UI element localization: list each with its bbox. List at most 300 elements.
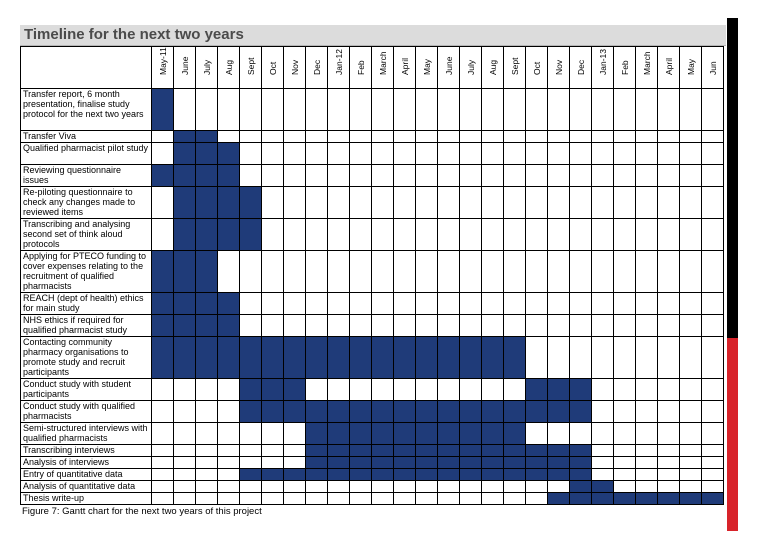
gantt-empty-cell	[525, 218, 547, 250]
gantt-empty-cell	[701, 422, 723, 444]
gantt-empty-cell	[503, 480, 525, 492]
gantt-empty-cell	[261, 88, 283, 130]
month-header	[283, 46, 305, 88]
gantt-empty-cell	[635, 378, 657, 400]
gantt-empty-cell	[503, 130, 525, 142]
task-label: Entry of quantitative data	[20, 468, 151, 480]
gantt-bar-cell	[459, 422, 481, 444]
gantt-empty-cell	[569, 130, 591, 142]
gantt-empty-cell	[415, 378, 437, 400]
gantt-empty-cell	[195, 480, 217, 492]
gantt-bar-cell	[393, 456, 415, 468]
gantt-empty-cell	[239, 88, 261, 130]
gantt-empty-cell	[481, 88, 503, 130]
gantt-empty-cell	[173, 480, 195, 492]
gantt-bar-cell	[173, 250, 195, 292]
gantt-empty-cell	[503, 492, 525, 504]
gantt-empty-cell	[701, 88, 723, 130]
gantt-bar-cell	[503, 336, 525, 378]
gantt-empty-cell	[613, 456, 635, 468]
gantt-bar-cell	[657, 492, 679, 504]
gantt-empty-cell	[173, 456, 195, 468]
gantt-bar-cell	[327, 456, 349, 468]
gantt-empty-cell	[701, 164, 723, 186]
gantt-empty-cell	[613, 480, 635, 492]
gantt-empty-cell	[371, 142, 393, 164]
gantt-empty-cell	[283, 88, 305, 130]
gantt-empty-cell	[679, 292, 701, 314]
task-label: Conduct study with student participants	[20, 378, 151, 400]
gantt-bar-cell	[151, 314, 173, 336]
gantt-empty-cell	[591, 444, 613, 456]
gantt-bar-cell	[349, 468, 371, 480]
gantt-empty-cell	[657, 130, 679, 142]
month-header	[239, 46, 261, 88]
gantt-bar-cell	[547, 468, 569, 480]
gantt-empty-cell	[613, 378, 635, 400]
gantt-empty-cell	[415, 186, 437, 218]
gantt-empty-cell	[195, 422, 217, 444]
gantt-bar-cell	[547, 492, 569, 504]
gantt-empty-cell	[261, 480, 283, 492]
gantt-bar-cell	[591, 492, 613, 504]
gantt-empty-cell	[503, 164, 525, 186]
gantt-empty-cell	[283, 250, 305, 292]
gantt-bar-cell	[481, 456, 503, 468]
gantt-empty-cell	[547, 186, 569, 218]
gantt-empty-cell	[679, 480, 701, 492]
gantt-empty-cell	[371, 314, 393, 336]
gantt-empty-cell	[371, 164, 393, 186]
month-header	[173, 46, 195, 88]
gantt-empty-cell	[459, 218, 481, 250]
gantt-empty-cell	[151, 492, 173, 504]
gantt-bar-cell	[613, 492, 635, 504]
gantt-bar-cell	[459, 468, 481, 480]
gantt-empty-cell	[657, 250, 679, 292]
gantt-empty-cell	[547, 292, 569, 314]
gantt-bar-cell	[569, 492, 591, 504]
gantt-empty-cell	[349, 186, 371, 218]
gantt-bar-cell	[217, 164, 239, 186]
gantt-empty-cell	[701, 378, 723, 400]
gantt-bar-cell	[151, 336, 173, 378]
month-header	[657, 46, 679, 88]
gantt-empty-cell	[239, 250, 261, 292]
gantt-empty-cell	[591, 218, 613, 250]
gantt-bar-cell	[525, 378, 547, 400]
gantt-empty-cell	[239, 456, 261, 468]
gantt-empty-cell	[415, 250, 437, 292]
gantt-empty-cell	[437, 186, 459, 218]
gantt-bar-cell	[547, 456, 569, 468]
month-header	[591, 46, 613, 88]
gantt-empty-cell	[239, 492, 261, 504]
gantt-empty-cell	[459, 480, 481, 492]
month-label: April	[399, 57, 410, 75]
gantt-bar-cell	[437, 422, 459, 444]
gantt-bar-cell	[327, 336, 349, 378]
gantt-empty-cell	[437, 88, 459, 130]
gantt-empty-cell	[679, 422, 701, 444]
gantt-bar-cell	[525, 456, 547, 468]
gantt-empty-cell	[701, 130, 723, 142]
gantt-bar-cell	[195, 292, 217, 314]
gantt-bar-cell	[415, 422, 437, 444]
gantt-bar-cell	[261, 468, 283, 480]
gantt-bar-cell	[349, 336, 371, 378]
gantt-empty-cell	[569, 186, 591, 218]
gantt-empty-cell	[635, 336, 657, 378]
gantt-bar-cell	[459, 456, 481, 468]
gantt-bar-cell	[349, 400, 371, 422]
month-label: April	[663, 57, 674, 75]
gantt-empty-cell	[239, 444, 261, 456]
gantt-empty-cell	[547, 422, 569, 444]
gantt-empty-cell	[525, 480, 547, 492]
month-header	[679, 46, 701, 88]
gantt-empty-cell	[657, 378, 679, 400]
gantt-bar-cell	[393, 468, 415, 480]
gantt-empty-cell	[679, 218, 701, 250]
gantt-empty-cell	[283, 218, 305, 250]
gantt-bar-cell	[393, 422, 415, 444]
task-label: Analysis of interviews	[20, 456, 151, 468]
page-edge-red	[727, 338, 738, 531]
gantt-empty-cell	[371, 378, 393, 400]
gantt-empty-cell	[591, 422, 613, 444]
gantt-empty-cell	[481, 250, 503, 292]
gantt-empty-cell	[173, 468, 195, 480]
gantt-empty-cell	[481, 130, 503, 142]
gantt-bar-cell	[459, 400, 481, 422]
month-header	[371, 46, 393, 88]
gantt-empty-cell	[525, 186, 547, 218]
gantt-bar-cell	[261, 336, 283, 378]
gantt-empty-cell	[283, 444, 305, 456]
gantt-bar-cell	[305, 456, 327, 468]
gantt-empty-cell	[305, 88, 327, 130]
gantt-empty-cell	[261, 292, 283, 314]
gantt-empty-cell	[701, 444, 723, 456]
gantt-empty-cell	[657, 468, 679, 480]
gantt-empty-cell	[151, 400, 173, 422]
gantt-empty-cell	[547, 250, 569, 292]
gantt-empty-cell	[635, 444, 657, 456]
gantt-empty-cell	[635, 142, 657, 164]
gantt-empty-cell	[349, 164, 371, 186]
month-header	[305, 46, 327, 88]
gantt-empty-cell	[679, 444, 701, 456]
gantt-empty-cell	[217, 468, 239, 480]
gantt-empty-cell	[657, 400, 679, 422]
gantt-empty-cell	[481, 492, 503, 504]
month-label: May-11	[157, 47, 168, 75]
gantt-empty-cell	[657, 292, 679, 314]
gantt-empty-cell	[437, 378, 459, 400]
gantt-bar-cell	[239, 468, 261, 480]
gantt-bar-cell	[415, 444, 437, 456]
gantt-bar-cell	[437, 456, 459, 468]
gantt-empty-cell	[217, 444, 239, 456]
gantt-bar-cell	[327, 444, 349, 456]
gantt-empty-cell	[327, 480, 349, 492]
month-header	[195, 46, 217, 88]
task-label: NHS ethics if required for qualified pharmacist study	[20, 314, 151, 336]
gantt-empty-cell	[613, 292, 635, 314]
gantt-empty-cell	[613, 186, 635, 218]
gantt-empty-cell	[481, 314, 503, 336]
gantt-empty-cell	[591, 130, 613, 142]
gantt-bar-cell	[371, 400, 393, 422]
gantt-empty-cell	[305, 492, 327, 504]
gantt-empty-cell	[437, 218, 459, 250]
gantt-empty-cell	[503, 292, 525, 314]
gantt-bar-cell	[217, 336, 239, 378]
gantt-empty-cell	[701, 142, 723, 164]
gantt-empty-cell	[679, 186, 701, 218]
gantt-empty-cell	[239, 130, 261, 142]
gantt-empty-cell	[283, 480, 305, 492]
gantt-bar-cell	[327, 468, 349, 480]
gantt-bar-cell	[327, 422, 349, 444]
gantt-empty-cell	[173, 400, 195, 422]
gantt-bar-cell	[239, 400, 261, 422]
gantt-empty-cell	[701, 400, 723, 422]
gantt-empty-cell	[283, 130, 305, 142]
gantt-empty-cell	[547, 480, 569, 492]
gantt-bar-cell	[437, 400, 459, 422]
gantt-empty-cell	[613, 164, 635, 186]
gantt-empty-cell	[217, 492, 239, 504]
gantt-empty-cell	[327, 292, 349, 314]
gantt-empty-cell	[547, 164, 569, 186]
gantt-empty-cell	[173, 422, 195, 444]
gantt-empty-cell	[437, 130, 459, 142]
gantt-empty-cell	[305, 480, 327, 492]
gantt-empty-cell	[151, 378, 173, 400]
gantt-empty-cell	[437, 314, 459, 336]
grid-bottom-border	[20, 504, 723, 505]
gantt-empty-cell	[173, 444, 195, 456]
gantt-bar-cell	[525, 400, 547, 422]
gantt-bar-cell	[217, 314, 239, 336]
gantt-empty-cell	[415, 218, 437, 250]
gantt-empty-cell	[217, 422, 239, 444]
gantt-empty-cell	[679, 130, 701, 142]
gantt-empty-cell	[613, 218, 635, 250]
gantt-empty-cell	[525, 142, 547, 164]
gantt-bar-cell	[371, 456, 393, 468]
gantt-bar-cell	[415, 400, 437, 422]
gantt-bar-cell	[305, 444, 327, 456]
gantt-empty-cell	[349, 130, 371, 142]
gantt-empty-cell	[547, 88, 569, 130]
gantt-empty-cell	[195, 88, 217, 130]
gantt-empty-cell	[591, 378, 613, 400]
gantt-empty-cell	[591, 250, 613, 292]
gantt-bar-cell	[503, 456, 525, 468]
gantt-empty-cell	[239, 314, 261, 336]
gantt-bar-cell	[525, 468, 547, 480]
gantt-empty-cell	[657, 456, 679, 468]
task-label: Reviewing questionnaire issues	[20, 164, 151, 186]
gantt-empty-cell	[459, 492, 481, 504]
gantt-bar-cell	[503, 444, 525, 456]
gantt-bar-cell	[701, 492, 723, 504]
gantt-empty-cell	[437, 492, 459, 504]
gantt-bar-cell	[635, 492, 657, 504]
gantt-empty-cell	[195, 492, 217, 504]
gantt-empty-cell	[283, 186, 305, 218]
gantt-empty-cell	[481, 218, 503, 250]
gantt-empty-cell	[327, 130, 349, 142]
gantt-empty-cell	[195, 400, 217, 422]
month-header	[547, 46, 569, 88]
month-label: May	[421, 58, 432, 75]
gantt-empty-cell	[327, 492, 349, 504]
gantt-empty-cell	[327, 164, 349, 186]
task-label: Analysis of quantitative data	[20, 480, 151, 492]
month-label: Jan-13	[597, 49, 608, 75]
gantt-bar-cell	[393, 444, 415, 456]
gantt-empty-cell	[569, 292, 591, 314]
gantt-bar-cell	[305, 400, 327, 422]
gantt-bar-cell	[239, 218, 261, 250]
gantt-empty-cell	[349, 250, 371, 292]
gantt-bar-cell	[503, 422, 525, 444]
task-label: Transfer Viva	[20, 130, 151, 142]
gantt-chart	[20, 46, 728, 516]
gantt-empty-cell	[481, 480, 503, 492]
gantt-empty-cell	[679, 336, 701, 378]
gantt-empty-cell	[151, 186, 173, 218]
gantt-empty-cell	[657, 164, 679, 186]
month-label: March	[377, 51, 388, 75]
gantt-bar-cell	[371, 468, 393, 480]
gantt-bar-cell	[481, 336, 503, 378]
gantt-empty-cell	[261, 142, 283, 164]
gantt-empty-cell	[151, 480, 173, 492]
gantt-empty-cell	[437, 480, 459, 492]
gantt-bar-cell	[525, 444, 547, 456]
gantt-empty-cell	[349, 142, 371, 164]
gantt-empty-cell	[173, 492, 195, 504]
gantt-empty-cell	[327, 142, 349, 164]
gantt-empty-cell	[239, 164, 261, 186]
gantt-empty-cell	[591, 456, 613, 468]
gantt-empty-cell	[305, 292, 327, 314]
gantt-bar-cell	[415, 336, 437, 378]
gantt-empty-cell	[305, 378, 327, 400]
gantt-bar-cell	[173, 164, 195, 186]
gantt-empty-cell	[525, 130, 547, 142]
gantt-bar-cell	[151, 164, 173, 186]
month-label: July	[465, 59, 476, 75]
gantt-bar-cell	[195, 186, 217, 218]
month-label: Sept	[245, 57, 256, 75]
task-label: Transcribing interviews	[20, 444, 151, 456]
month-label: June	[179, 56, 190, 75]
month-header	[217, 46, 239, 88]
gantt-bar-cell	[195, 314, 217, 336]
gantt-empty-cell	[239, 480, 261, 492]
gantt-empty-cell	[635, 186, 657, 218]
gantt-empty-cell	[305, 130, 327, 142]
gantt-empty-cell	[547, 218, 569, 250]
gantt-empty-cell	[701, 456, 723, 468]
gantt-bar-cell	[173, 186, 195, 218]
gantt-empty-cell	[393, 130, 415, 142]
gantt-bar-cell	[569, 400, 591, 422]
gantt-empty-cell	[679, 142, 701, 164]
gantt-empty-cell	[679, 250, 701, 292]
gantt-bar-cell	[151, 250, 173, 292]
gantt-empty-cell	[525, 164, 547, 186]
gantt-empty-cell	[393, 88, 415, 130]
gantt-bar-cell	[173, 292, 195, 314]
figure-caption: Figure 7: Gantt chart for the next two years of this project	[22, 506, 262, 517]
month-header	[481, 46, 503, 88]
gantt-bar-cell	[415, 468, 437, 480]
gantt-bar-cell	[173, 336, 195, 378]
gantt-bar-cell	[481, 422, 503, 444]
month-label: May	[685, 58, 696, 75]
gantt-bar-cell	[349, 444, 371, 456]
gantt-bar-cell	[327, 400, 349, 422]
gantt-empty-cell	[283, 292, 305, 314]
month-header	[569, 46, 591, 88]
gantt-empty-cell	[349, 88, 371, 130]
gantt-bar-cell	[217, 186, 239, 218]
gantt-empty-cell	[525, 336, 547, 378]
gantt-bar-cell	[547, 444, 569, 456]
month-label: Sept	[509, 57, 520, 75]
gantt-empty-cell	[437, 250, 459, 292]
month-label: March	[641, 51, 652, 75]
month-label: Jan-12	[333, 49, 344, 75]
month-header	[261, 46, 283, 88]
month-label: Oct	[531, 61, 542, 75]
month-label: Dec	[311, 59, 322, 75]
gantt-empty-cell	[701, 292, 723, 314]
gantt-empty-cell	[635, 314, 657, 336]
gantt-empty-cell	[371, 250, 393, 292]
gantt-empty-cell	[459, 88, 481, 130]
gantt-empty-cell	[547, 336, 569, 378]
month-header	[701, 46, 723, 88]
month-header	[635, 46, 657, 88]
gantt-bar-cell	[239, 336, 261, 378]
month-header	[327, 46, 349, 88]
gantt-empty-cell	[393, 480, 415, 492]
month-header	[151, 46, 173, 88]
gantt-empty-cell	[679, 314, 701, 336]
month-header	[459, 46, 481, 88]
gantt-empty-cell	[283, 422, 305, 444]
gantt-empty-cell	[415, 142, 437, 164]
gantt-empty-cell	[371, 88, 393, 130]
gantt-bar-cell	[283, 378, 305, 400]
gantt-empty-cell	[173, 378, 195, 400]
gantt-bar-cell	[459, 336, 481, 378]
gantt-empty-cell	[613, 444, 635, 456]
gantt-empty-cell	[613, 88, 635, 130]
gantt-empty-cell	[195, 456, 217, 468]
task-label: Transfer report, 6 month presentation, finalise study protocol for the next two years	[20, 88, 151, 130]
gantt-bar-cell	[437, 336, 459, 378]
gantt-empty-cell	[393, 186, 415, 218]
